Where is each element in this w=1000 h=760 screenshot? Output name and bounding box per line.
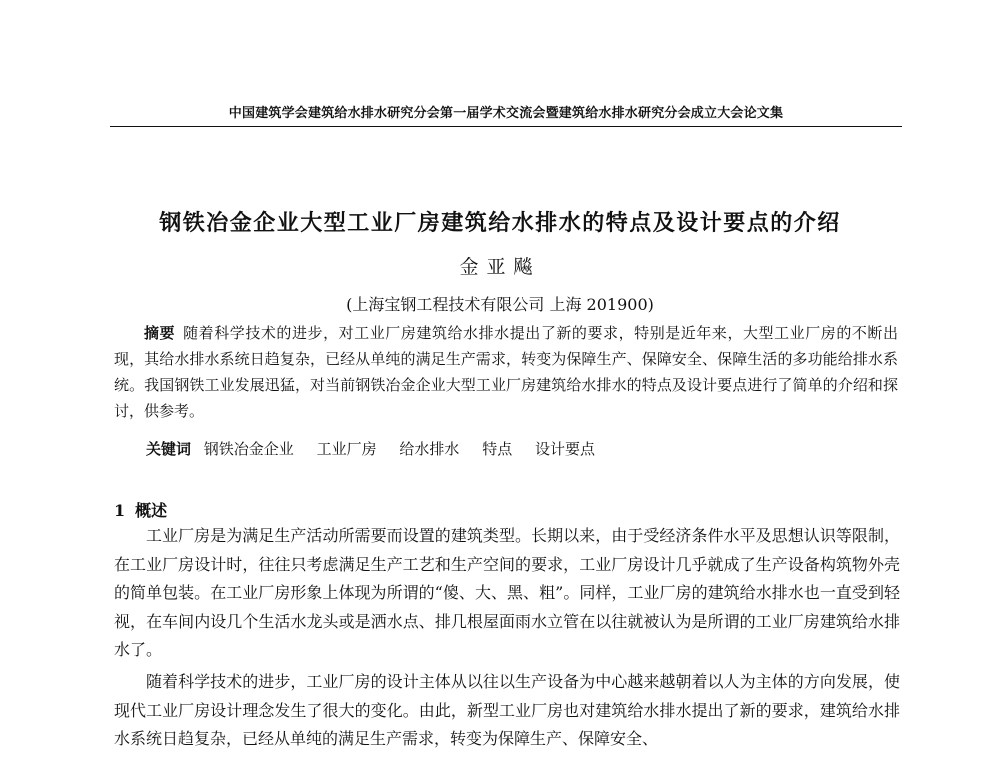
body-paragraph: 工业厂房是为满足生产活动所需要而设置的建筑类型。长期以来，由于受经济条件水平及思想认识等限制，在工业厂房设计时，往往只考虑满足生产工艺和生产空间的要求，工业厂房设计几乎就成了生产设备构筑物外壳的简单包装。在工业厂房形象上体现为所谓的“傻、大、黑、粗”。同样，工业厂房的建筑给水排水也一直受到轻视，在车间内设几个生活水龙头或是洒水点、排几根屋面雨水立管在以往就被认为是所谓的工业厂房建筑给水排水了。: [114, 526, 900, 659]
section-number: 1: [114, 501, 126, 520]
running-header: 中国建筑学会建筑给水排水研究分会第一届学术交流会暨建筑给水排水研究分会成立大会论文集: [228, 106, 784, 121]
paper-title: 钢铁冶金企业大型工业厂房建筑给水排水的特点及设计要点的介绍: [159, 210, 841, 236]
abstract: [114, 320, 898, 424]
body-paragraph: 随着科学技术的进步，工业厂房的设计主体从以往以生产设备为中心越来越朝着以人为主体的方向发展，使现代工业厂房设计理念发生了很大的变化。由此，新型工业厂房也对建筑给水排水提出了新的要求，建筑给水排水系统日趋复杂，已经从单纯的满足生产需求，转变为保障生产、保障安全、: [114, 672, 900, 748]
author-name: 金亚飚: [459, 256, 541, 278]
section-title: 概述: [135, 501, 168, 520]
keyword-item: 给水排水: [399, 440, 460, 458]
header-rule: [110, 126, 902, 127]
keyword-item: 工业厂房: [316, 440, 377, 458]
keywords: [146, 438, 613, 459]
keyword-item: 设计要点: [534, 440, 595, 458]
section-heading: [114, 498, 167, 521]
keyword-item: 钢铁冶金企业: [203, 440, 294, 458]
keywords-label: 关键词: [146, 440, 192, 458]
author-affiliation: (上海宝钢工程技术有限公司 上海 201900): [346, 295, 654, 314]
abstract-text: 随着科学技术的进步，对工业厂房建筑给水排水提出了新的要求，特别是近年来，大型工业厂房的不断出现，其给水排水系统日趋复杂，已经从单纯的满足生产需求，转变为保障生产、保障安全、保障生活的多功能给排水系统。我国钢铁工业发展迅猛，对当前钢铁冶金企业大型工业厂房建筑给水排水的特点及设计要点进行了简单的介绍和探讨，供参考。: [114, 324, 898, 420]
keyword-item: 特点: [482, 440, 513, 458]
abstract-label: 摘要: [144, 324, 176, 342]
